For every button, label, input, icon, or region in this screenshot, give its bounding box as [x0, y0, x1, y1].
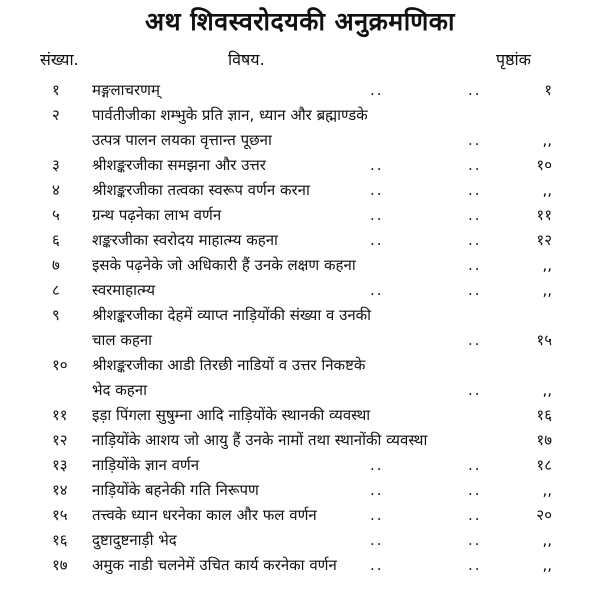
- entry-subject: इड़ा पिंगला सुषुम्ना आदि नाड़ियोंके स्थानकी व्यवस्था: [92, 406, 371, 424]
- index-entry: [0, 228, 600, 253]
- leader-dots: ..: [468, 381, 482, 399]
- leader-dots: ..: [370, 81, 384, 99]
- column-header-page: पृष्ठांक: [496, 50, 531, 69]
- entry-page-number: ,,: [542, 556, 552, 574]
- page-title: अथ शिवस्वरोदयकी अनुक्रमणिका: [145, 7, 455, 36]
- leader-dots: ..: [370, 181, 384, 199]
- entry-subject: श्रीशङ्करजीका आडी तिरछी नाडियों व उत्तर निकष्टके: [92, 356, 366, 374]
- index-entry: [0, 303, 600, 353]
- entry-number: ८: [52, 281, 60, 299]
- index-entry: [0, 453, 600, 478]
- leader-dots: ..: [468, 181, 482, 199]
- index-entry: [0, 553, 600, 578]
- leader-dots: ..: [370, 481, 384, 499]
- entry-page-number: ,,: [542, 381, 552, 399]
- entry-subject: नाड़ियोंके बहनेकी गति निरूपण: [92, 481, 259, 499]
- leader-dots: ..: [468, 206, 482, 224]
- leader-dots: ..: [468, 506, 482, 524]
- entry-number: ६: [52, 231, 60, 249]
- index-entry: [0, 253, 600, 278]
- entry-subject: नाड़ियोंके आशय जो आयु हैं उनके नामों तथा स्थानोंकी व्यवस्था: [92, 431, 428, 449]
- entry-page-number: १६: [536, 406, 552, 424]
- leader-dots: ..: [370, 556, 384, 574]
- leader-dots: ..: [468, 231, 482, 249]
- entry-subject: शङ्करजीका स्वरोदय माहात्म्य कहना: [92, 231, 278, 249]
- index-entry: [0, 478, 600, 503]
- entry-number: १०: [52, 356, 68, 374]
- entry-page-number: २०: [536, 506, 552, 524]
- leader-dots: ..: [468, 556, 482, 574]
- entry-number: ९: [52, 306, 60, 324]
- index-entry: [0, 203, 600, 228]
- leader-dots: ..: [468, 81, 482, 99]
- entry-subject: अमुक नाडी चलनेमें उचित कार्य करनेका वर्णन: [92, 556, 337, 574]
- entry-page-number: ,,: [542, 481, 552, 499]
- entry-number: ३: [52, 156, 60, 174]
- index-entry: [0, 528, 600, 553]
- leader-dots: ..: [468, 531, 482, 549]
- entry-number: ५: [52, 206, 60, 224]
- entry-number: १२: [52, 431, 68, 449]
- entry-subject: श्रीशङ्करजीका देहमें व्याप्त नाड़ियोंकी संख्या व उनकी: [92, 306, 372, 324]
- index-entry: [0, 153, 600, 178]
- index-entry: [0, 278, 600, 303]
- index-entries: [0, 78, 600, 578]
- index-entry: [0, 353, 600, 403]
- entry-page-number: १७: [536, 431, 552, 449]
- entry-number: १३: [52, 456, 68, 474]
- leader-dots: ..: [468, 481, 482, 499]
- entry-page-number: १२: [536, 231, 552, 249]
- column-header-subject: विषय.: [228, 50, 265, 69]
- entry-page-number: १५: [536, 331, 552, 349]
- entry-subject: भेद कहना: [92, 381, 147, 399]
- entry-subject: स्वरमाहात्म्य: [92, 281, 156, 299]
- column-header: [0, 48, 600, 74]
- leader-dots: ..: [468, 256, 482, 274]
- entry-page-number: ,,: [542, 131, 552, 149]
- entry-subject: पार्वतीजीका शम्भुके प्रति ज्ञान, ध्यान और ब्रह्माण्डके: [92, 106, 368, 124]
- entry-page-number: ,,: [542, 181, 552, 199]
- entry-subject: उत्पत्र पालन लयका वृत्तान्त पूछना: [92, 131, 272, 149]
- entry-number: २: [52, 106, 60, 124]
- entry-number: १६: [52, 531, 68, 549]
- entry-subject: मङ्गलाचरणम्: [92, 81, 160, 99]
- entry-number: १७: [52, 556, 68, 574]
- entry-subject: नाड़ियोंके ज्ञान वर्णन: [92, 456, 200, 474]
- entry-subject: चाल कहना: [92, 331, 153, 349]
- index-entry: [0, 428, 600, 453]
- entry-number: १४: [52, 481, 68, 499]
- leader-dots: ..: [370, 506, 384, 524]
- entry-subject: दुष्टादुष्टनाड़ी भेद: [92, 531, 177, 549]
- entry-page-number: ११: [536, 206, 552, 224]
- entry-page-number: १८: [536, 456, 552, 474]
- leader-dots: ..: [370, 531, 384, 549]
- entry-page-number: ,,: [542, 281, 552, 299]
- entry-subject: तत्त्वके ध्यान धरनेका काल और फल वर्णन: [92, 506, 317, 524]
- leader-dots: ..: [370, 206, 384, 224]
- index-entry: [0, 178, 600, 203]
- entry-page-number: १: [544, 81, 552, 99]
- entry-number: १: [52, 81, 60, 99]
- leader-dots: ..: [370, 231, 384, 249]
- index-entry: [0, 503, 600, 528]
- entry-page-number: १०: [536, 156, 552, 174]
- leader-dots: ..: [468, 131, 482, 149]
- entry-page-number: ,,: [542, 531, 552, 549]
- entry-number: ११: [52, 406, 68, 424]
- leader-dots: ..: [468, 331, 482, 349]
- leader-dots: ..: [370, 281, 384, 299]
- entry-number: ४: [52, 181, 60, 199]
- index-entry: [0, 103, 600, 153]
- leader-dots: ..: [468, 156, 482, 174]
- entry-subject: श्रीशङ्करजीका तत्वका स्वरूप वर्णन करना: [92, 181, 310, 199]
- index-entry: [0, 78, 600, 103]
- entry-number: १५: [52, 506, 68, 524]
- entry-subject: इसके पढ़नेके जो अधिकारी हैं उनके लक्षण कहना: [92, 256, 356, 274]
- leader-dots: ..: [370, 156, 384, 174]
- index-entry: [0, 403, 600, 428]
- leader-dots: ..: [468, 456, 482, 474]
- leader-dots: ..: [468, 281, 482, 299]
- entry-subject: श्रीशङ्करजीका समझना और उत्तर: [92, 156, 266, 174]
- entry-number: ७: [52, 256, 60, 274]
- column-header-number: संख्या.: [40, 50, 79, 69]
- entry-page-number: ,,: [542, 256, 552, 274]
- leader-dots: ..: [370, 456, 384, 474]
- entry-subject: ग्रन्थ पढ़नेका लाभ वर्णन: [92, 206, 222, 224]
